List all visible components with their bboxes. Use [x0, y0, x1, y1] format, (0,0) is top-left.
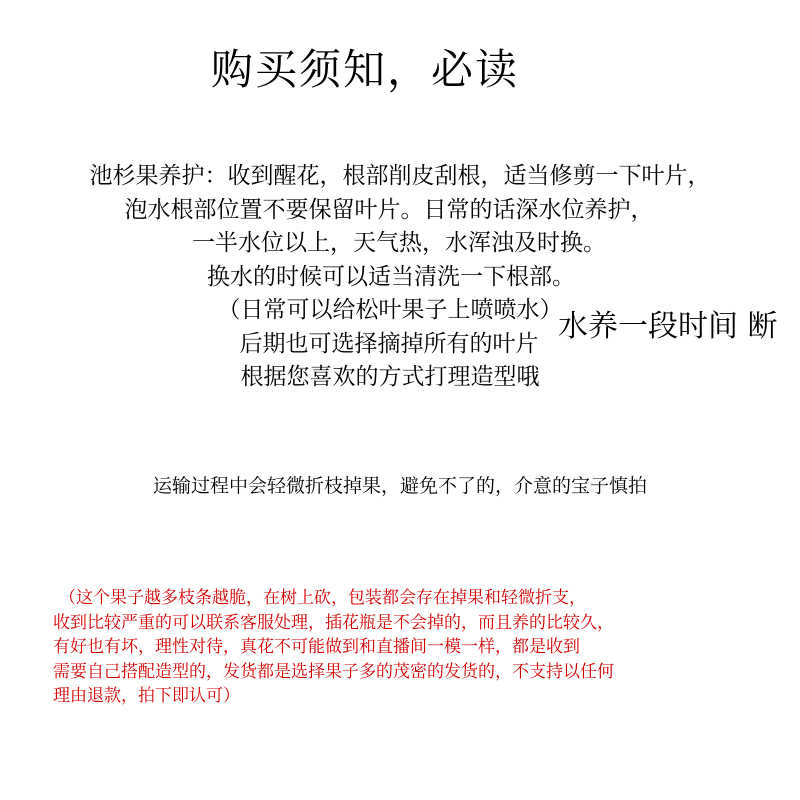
care-instructions — [0, 160, 800, 395]
care-line: （日常可以给松叶果子上喷喷水） — [217, 297, 563, 323]
care-line: 泡水根部位置不要保留叶片。日常的话深水位养护， — [124, 196, 654, 223]
warning-line: 需要自己搭配造型的，发货都是选择果子多的茂密的发货的，不支持以任何 — [53, 661, 614, 682]
care-line: 一半水位以上，天气热，水浑浊及时换。 — [192, 230, 606, 256]
warning-line: 理由退款，拍下即认可） — [53, 686, 240, 706]
warning-notice — [53, 586, 793, 709]
shipping-notice: 运输过程中会轻微折枝掉果，避免不了的，介意的宝子慎拍 — [152, 475, 647, 497]
warning-line: 有好也有坏，理性对待，真花不可能做到和直播间一模一样，都是收到 — [53, 637, 580, 657]
warning-line: （这个果子越多枝条越脆，在树上砍，包装都会存在掉果和轻微折支， — [59, 588, 586, 608]
page-title: 购买须知，必读 — [210, 45, 519, 94]
care-line: 池杉果养护：收到醒花，根部削皮刮根，适当修剪一下叶片， — [89, 163, 711, 189]
care-line: 换水的时候可以适当清洗一下根部。 — [207, 263, 575, 290]
overlay-text: 水养一段时间 断 — [558, 309, 778, 344]
warning-line: 收到比较严重的可以联系客服处理，插花瓶是不会掉的，而且养的比较久， — [53, 612, 614, 633]
care-line: 后期也可选择摘掉所有的叶片 — [239, 330, 539, 357]
care-line: 根据您喜欢的方式打理造型哦 — [240, 364, 540, 390]
